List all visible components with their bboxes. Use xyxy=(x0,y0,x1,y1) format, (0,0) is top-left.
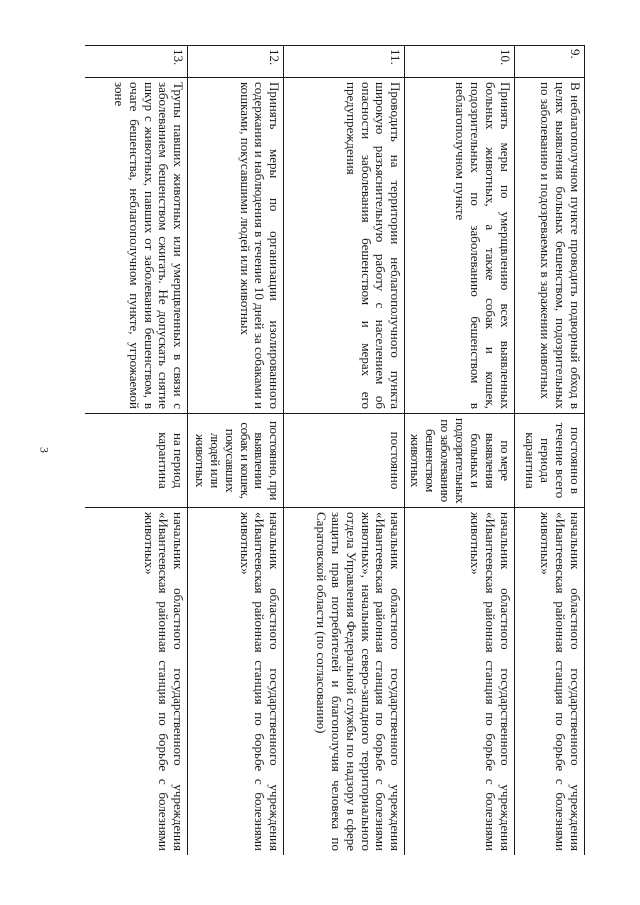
row-number: 12. xyxy=(188,46,284,78)
page-number: 3 xyxy=(37,447,52,453)
row-action: В неблагополучном пункте проводить подворный обход в целях выявления больных бешенством, подозрительных по заболеванию и подозреваемых в заражении животных xyxy=(515,78,585,414)
row-deadline: постоянно xyxy=(284,414,405,508)
row-deadline: постоянно, при выявлении собак и кошек, покусавших людей или животных xyxy=(188,414,284,508)
table-row xyxy=(284,46,405,856)
row-deadline: постоянно в течение всего периода карантина xyxy=(515,414,585,508)
row-number: 11. xyxy=(284,46,405,78)
row-action: Принять меры по умерщвлению всех выявленных больных животных, а также собак и кошек, подозрительных по заболеванию бешенством в неблагополучном пункте xyxy=(405,78,515,414)
row-responsible: начальник областного государственного учреждения «Ивантеевская районная станция по борьбе с болезнями животных» xyxy=(515,508,585,856)
row-responsible: начальник областного государственного учреждения «Ивантеевская районная станция по борьбе с болезнями животных» xyxy=(405,508,515,856)
table-row xyxy=(85,46,188,856)
row-action: Трупы павших животных или умерщвленных в связи с заболеванием бешенством сжигать. Не допускать снятие шкур с животных, павших от заболевания бешенством, в очаге бешенства, неблагополучном пункте, угрожаемой зоне xyxy=(85,78,188,414)
table-row xyxy=(188,46,284,856)
table-row xyxy=(515,46,585,856)
row-responsible: начальник областного государственного учреждения «Ивантеевская районная станция по борьбе с болезнями животных» xyxy=(85,508,188,856)
row-number: 13. xyxy=(85,46,188,78)
row-number: 10. xyxy=(405,46,515,78)
row-deadline: по мере выявления больных и подозрительных по заболеванию бешенством животных xyxy=(405,414,515,508)
row-action: Проводить на территории неблагополучного пункта широкую разъяснительную работу с населением об опасности заболевания бешенством и мерах его предупреждения xyxy=(284,78,405,414)
row-number: 9. xyxy=(515,46,585,78)
row-action: Принять меры по организации изолированного содержания и наблюдения в течение 10 дней за собаками и кошками, покусавшими людей или животных xyxy=(188,78,284,414)
row-responsible: начальник областного государственного учреждения «Ивантеевская районная станция по борьбе с болезнями животных» xyxy=(188,508,284,856)
row-responsible: начальник областного государственного учреждения «Ивантеевская районная станция по борьбе с болезнями животных», начальник северо-западного территориального отдела Управления Федеральной службы по надзору в сфере защиты прав потребителей и благополучия человека по Саратовской области (по согласованию) xyxy=(284,508,405,856)
row-deadline: на период карантина xyxy=(85,414,188,508)
rotated-table-content xyxy=(85,45,585,855)
table-row xyxy=(405,46,515,856)
measures-table xyxy=(85,45,585,855)
rotated-table-area xyxy=(85,45,585,855)
